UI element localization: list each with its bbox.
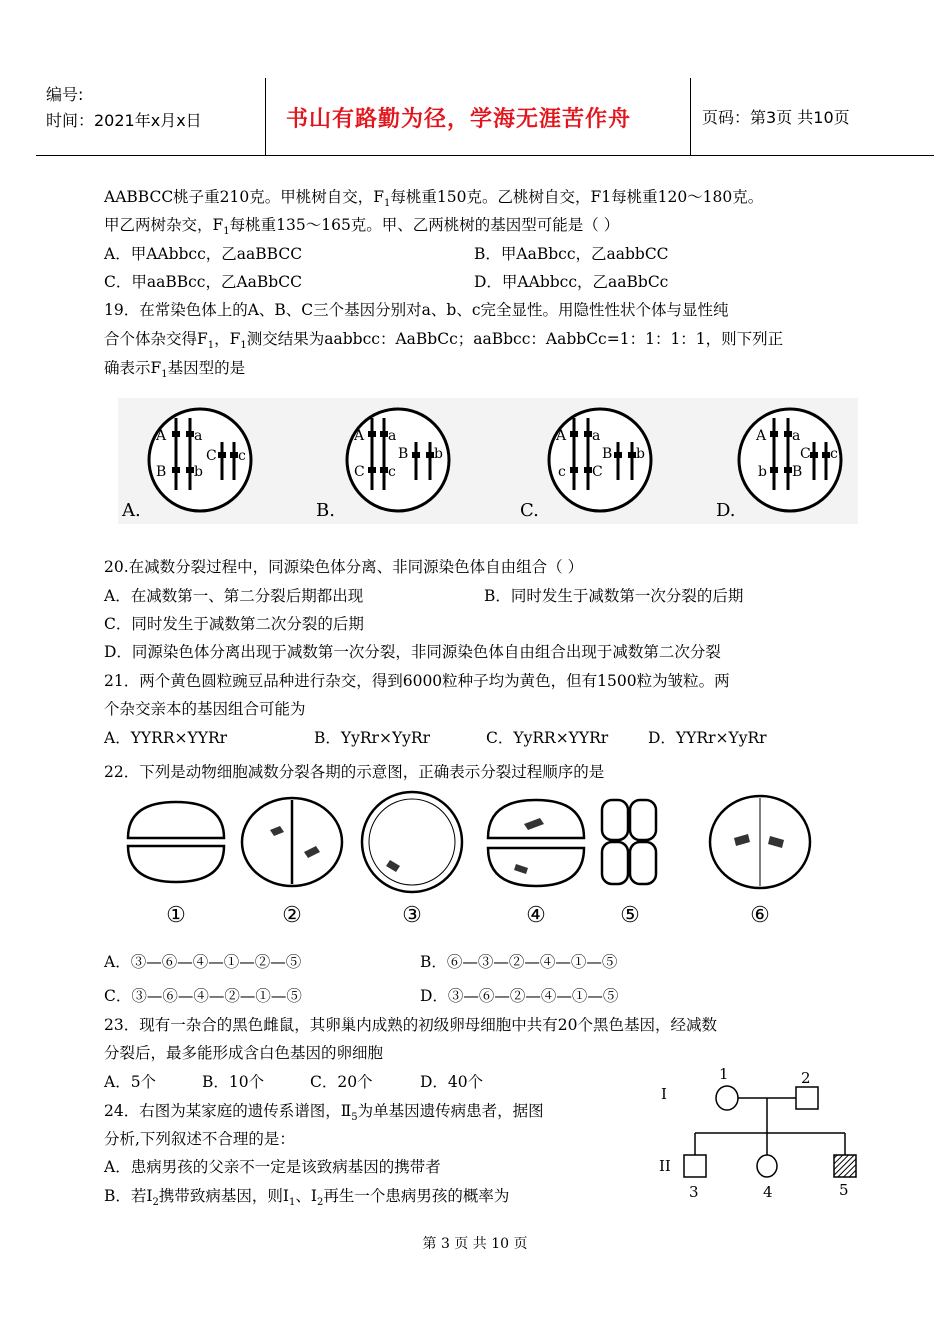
figure-label-d: D.: [716, 500, 736, 521]
individual-label: 5: [839, 1181, 849, 1199]
option-b: B．同时发生于减数第一次分裂的后期: [484, 587, 744, 605]
text-line: 分析,下列叙述不合理的是：: [104, 1130, 295, 1148]
option-d: D．同源染色体分离出现于减数第一次分裂，非同源染色体自由组合出现于减数第二次分裂: [104, 643, 721, 661]
text-line: AABBCC桃子重210克。甲桃树自交，$F_1$每桃重150克。乙桃树自交，F1每桃重120～180克。: [104, 188, 764, 210]
svg-text:b: b: [194, 464, 203, 480]
individual-label: 3: [689, 1183, 699, 1201]
option-c: C．同时发生于减数第二次分裂的后期: [104, 615, 364, 633]
individual-label: 2: [801, 1069, 811, 1087]
header-meta: [46, 82, 202, 134]
question-23: 23．现有一杂合的黑色雌鼠，其卵巢内成熟的初级卵母细胞中共有20个黑色基因，经减数: [104, 1016, 717, 1034]
svg-text:a: a: [194, 428, 203, 444]
option-b: B．10个: [202, 1073, 265, 1091]
generation-label: I: [661, 1085, 667, 1103]
svg-text:b: b: [636, 446, 645, 462]
time-label: 时间：2021年x月x日: [46, 111, 202, 130]
text-line: 合个体杂交得$F_1$，$F_1$测交结果为aabbcc：AaBbCc；aaBbcc：AabbCc=1：1：1：1，则下列正: [104, 330, 784, 352]
option-d: D．40个: [420, 1073, 484, 1091]
figure-label-a: A.: [122, 500, 141, 521]
option-a: A．患病男孩的父亲不一定是该致病基因的携带者: [104, 1158, 441, 1176]
svg-text:B: B: [792, 464, 803, 480]
text-line: 确表示$F_1$基因型的是: [104, 359, 246, 381]
svg-text:c: c: [558, 464, 566, 480]
option-b: B．⑥—③—②—④—①—⑤: [420, 953, 618, 971]
meiosis-cell-6: [700, 790, 820, 930]
svg-text:B: B: [156, 464, 167, 480]
svg-text:b: b: [758, 464, 767, 480]
svg-text:A: A: [354, 428, 365, 444]
svg-text:A: A: [756, 428, 767, 444]
chromosome-cells-svg: [118, 398, 858, 524]
svg-text:C: C: [206, 448, 217, 464]
option-b: B．YyRr×YyRr: [314, 729, 431, 747]
option-b: B．甲AaBbcc，乙aabbCC: [474, 245, 669, 263]
option-c: C．20个: [310, 1073, 373, 1091]
svg-text:C: C: [800, 446, 811, 462]
option-a: A．甲AAbbcc，乙aaBBCC: [104, 245, 303, 263]
generation-label: II: [659, 1157, 671, 1175]
svg-text:a: a: [592, 428, 601, 444]
header-rule: [36, 155, 934, 156]
option-b: B．若$Ⅰ_2$携带致病基因，则$Ⅰ_1$、$Ⅰ_2$再生一个患病男孩的概率为: [104, 1187, 510, 1209]
text-line: 分裂后，最多能形成含白色基因的卵细胞: [104, 1044, 384, 1062]
svg-text:b: b: [434, 446, 443, 462]
stage-label-3: ③: [402, 903, 422, 928]
page-footer: 第 3 页 共 10 页: [422, 1236, 528, 1252]
text-line: 甲乙两树杂交，$F_1$每桃重135～165克。甲、乙两桃树的基因型可能是（ ）: [104, 216, 620, 238]
svg-text:C: C: [592, 464, 603, 480]
svg-text:A: A: [156, 428, 167, 444]
svg-text:a: a: [388, 428, 397, 444]
motto: 书山有路勤为径，学海无涯苦作舟: [286, 107, 632, 132]
individual-label: 4: [763, 1183, 773, 1201]
number-label: 编号:: [46, 85, 84, 104]
affected-male: [834, 1155, 856, 1177]
question-20: 20.在减数分裂过程中，同源染色体分离、非同源染色体自由组合（ ）: [104, 558, 584, 576]
option-c: C．YyRR×YYRr: [486, 729, 609, 747]
option-a: A．YYRR×YYRr: [104, 729, 228, 747]
svg-text:c: c: [830, 446, 838, 462]
header-divider: [690, 78, 691, 156]
stage-label-2: ②: [282, 903, 302, 928]
figure-label-b: B.: [316, 500, 335, 521]
svg-text:c: c: [388, 464, 396, 480]
meiosis-cells-svg: [120, 790, 680, 930]
svg-text:B: B: [398, 446, 409, 462]
question-22: 22．下列是动物细胞减数分裂各期的示意图，正确表示分裂过程顺序的是: [104, 763, 605, 781]
svg-text:a: a: [792, 428, 801, 444]
option-a: A．5个: [104, 1073, 157, 1091]
svg-text:C: C: [354, 464, 365, 480]
figure-label-c: C.: [520, 500, 539, 521]
page-label: 页码：第3页 共10页: [702, 108, 850, 127]
text-line: 个杂交亲本的基因组合可能为: [104, 700, 306, 718]
svg-text:A: A: [556, 428, 567, 444]
svg-text:c: c: [238, 448, 246, 464]
question-19: 19．在常染色体上的A、B、C三个基因分别对a、b、c完全显性。用隐性性状个体与显性纯: [104, 301, 729, 319]
question-21: 21．两个黄色圆粒豌豆品种进行杂交，得到6000粒种子均为黄色，但有1500粒为皱粒。两: [104, 672, 730, 690]
stage-label-4: ④: [526, 903, 546, 928]
pedigree-chart: [655, 1065, 870, 1205]
header-divider: [265, 78, 266, 156]
genotype-figure: [118, 398, 858, 524]
option-a: A．在减数第一、第二分裂后期都出现: [104, 587, 364, 605]
option-d: D．甲AAbbcc，乙aaBbCc: [474, 273, 669, 291]
option-d: D．YYRr×YyRr: [648, 729, 767, 747]
stage-label-6: ⑥: [750, 903, 770, 928]
stage-label-5: ⑤: [620, 903, 640, 928]
option-c: C．③—⑥—④—②—①—⑤: [104, 987, 302, 1005]
meiosis-figure: [120, 790, 680, 930]
option-d: D．③—⑥—②—④—①—⑤: [420, 987, 619, 1005]
option-c: C．甲aaBBcc，乙AaBbCC: [104, 273, 302, 291]
cell-a: [149, 409, 251, 511]
svg-text:B: B: [602, 446, 613, 462]
individual-label: 1: [719, 1065, 729, 1083]
question-24: 24．右图为某家庭的遗传系谱图，$Ⅱ_5$为单基因遗传病患者，据图: [104, 1102, 544, 1124]
option-a: A．③—⑥—④—①—②—⑤: [104, 953, 302, 971]
stage-label-1: ①: [166, 903, 186, 928]
